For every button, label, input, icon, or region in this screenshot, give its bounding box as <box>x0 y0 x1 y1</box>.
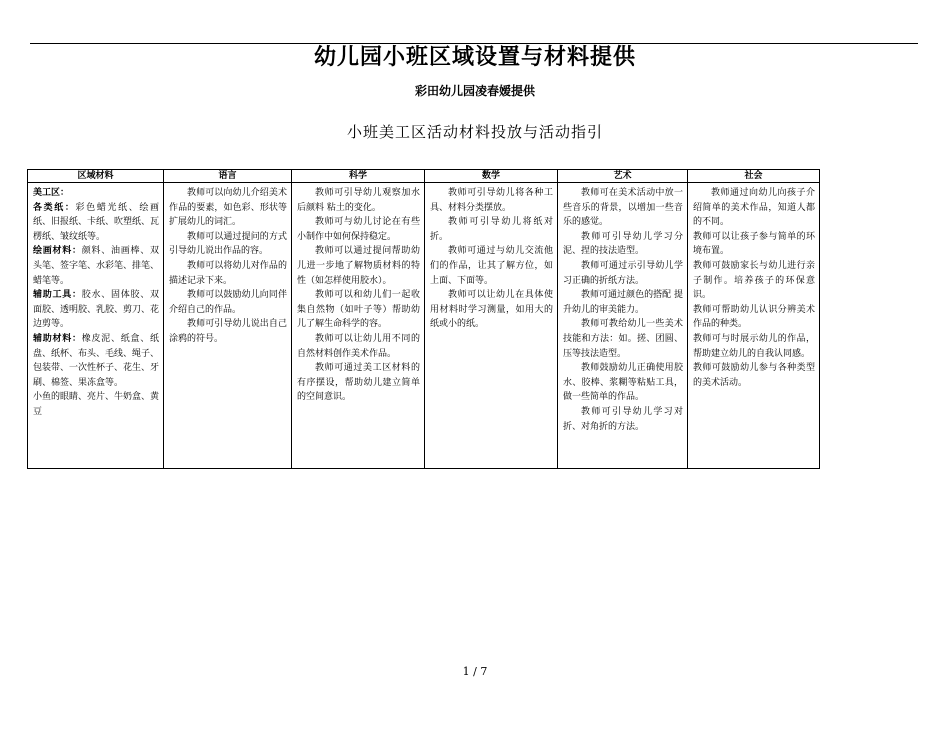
material-group-label: 各类纸： <box>33 202 76 213</box>
science-item: 教师可以和幼儿们一起收集自然物（如叶子等）帮助幼儿了解生命科学的容。 <box>297 290 420 330</box>
art-item: 教师可通过示引导幼儿学习正确的折纸方法。 <box>563 260 683 286</box>
material-group-text: 橡皮泥、纸盒、纸盘、纸杯、布头、毛线、绳子、包装带、一次性杯子、花生、牙刷、棉签、果冻盒等。 <box>33 333 160 388</box>
social-item: 教师可鼓励家长与幼儿进行亲子制作。培养孩子的环保意识。 <box>693 260 815 301</box>
language-item: 教师可以将幼儿对作品的描述记录下来。 <box>169 260 287 286</box>
social-item: 教师通过向幼儿向孩子介绍简单的美术作品，知道人都的不同。 <box>693 188 815 228</box>
material-group-label: 绘画材料： <box>33 246 82 257</box>
social-item: 教师可与时展示幼儿的作品，帮助建立幼儿的自我认同感。 <box>693 333 815 359</box>
column-header-materials: 区域材料 <box>28 170 164 183</box>
document-author: 彩田幼儿园凌春嫒提供 <box>414 84 535 98</box>
column-header-language: 语言 <box>164 170 292 183</box>
activity-table <box>27 169 820 469</box>
social-item: 教师可鼓励幼儿参与各种类型的美术活动。 <box>693 363 815 388</box>
document-subtitle: 小班美工区活动材料投放与活动指引 <box>346 123 603 141</box>
zone-label: 美工区： <box>33 188 70 198</box>
column-header-math: 数学 <box>425 170 558 183</box>
science-cell <box>292 183 425 469</box>
art-item: 教师可通过颜色的搭配 提升幼儿的审美能力。 <box>563 290 683 315</box>
material-group <box>33 244 159 288</box>
math-item: 教师可以让幼儿在具体使用材料时学习测量，如用大的纸或小的纸。 <box>430 290 553 330</box>
science-item: 教师可以通过提问帮助幼儿进一步地了解物质材料的特性（如怎样使用胶水）。 <box>297 246 420 286</box>
document-title: 幼儿园小班区域设置与材料提供 <box>313 44 636 70</box>
math-item: 教师可引导幼儿将各种工具、材料分类摆放。 <box>430 188 553 213</box>
science-item: 教师可与幼儿讨论在有些小制作中如何保持稳定。 <box>297 217 420 242</box>
math-cell <box>425 183 558 469</box>
art-item: 教师可引导幼儿学习对折、对角折的方法。 <box>563 406 683 432</box>
column-header-art: 艺术 <box>558 170 688 183</box>
art-item: 教师可引导幼儿学习分泥、捏的技法造型。 <box>563 231 683 257</box>
art-item: 教师可教给幼儿一些美术技能和方法：如。搓、团圆、压等技法造型。 <box>563 319 683 359</box>
language-item: 教师可以鼓励幼儿向同伴介绍自己的作品。 <box>169 290 287 315</box>
material-group <box>33 332 159 390</box>
language-cell <box>164 183 292 469</box>
science-item: 教师可引导幼儿观察加水后颜料 粘土的变化。 <box>297 188 420 213</box>
language-item: 教师可以通过提问的方式引导幼儿说出作品的容。 <box>169 231 287 257</box>
material-group-label: 辅助工具： <box>33 290 82 301</box>
material-group <box>33 201 159 245</box>
math-item: 教师可引导幼儿将纸对折。 <box>430 217 553 242</box>
language-item: 教师可以向幼儿介绍美术作品的要素，如色彩、形状等 扩展幼儿的词汇。 <box>169 188 287 228</box>
language-item: 教师可引导幼儿说出自己涂鸦的符号。 <box>169 319 287 344</box>
material-group-text: 彩色蜡光纸、绘画纸、旧报纸、卡纸、吹塑纸、瓦楞纸、皱纹纸等。 <box>33 202 160 242</box>
material-group-text: 胶水、固体胶、双面胶、透明胶、乳胶、剪刀、花边剪等。 <box>33 290 160 330</box>
science-item: 教师可以让幼儿用不同的自然材料创作美术作品。 <box>297 333 420 359</box>
table-header-row <box>28 170 820 183</box>
social-item: 教师可帮助幼儿认识分辨美术作品的种类。 <box>693 304 815 330</box>
social-item: 教师可以让孩子参与简单的环境布置。 <box>693 231 815 257</box>
materials-cell <box>28 183 164 469</box>
art-item: 教师可在美术活动中放一些音乐的背景，以增加一些音乐的感觉。 <box>563 188 683 228</box>
table-row <box>28 183 820 469</box>
column-header-social: 社会 <box>688 170 820 183</box>
art-cell <box>558 183 688 469</box>
material-extra: 小鱼的眼睛、亮片、牛奶盒、黄豆 <box>33 392 160 417</box>
material-group <box>33 288 159 332</box>
material-group-text: 颜料、油画棒、双头笔、签字笔、水彩笔、排笔、蜡笔等。 <box>33 246 160 286</box>
math-item: 教师可通过与幼儿交流他们的作品，让其了解方位，如上面、下面等。 <box>430 246 553 286</box>
science-item: 教师可通过美工区材料的有序摆设，帮助幼儿建立简单的空间意识。 <box>297 363 420 403</box>
column-header-science: 科学 <box>292 170 425 183</box>
page-indicator: 1 / 7 <box>462 665 488 678</box>
social-cell <box>688 183 820 469</box>
material-group-label: 辅助材料： <box>33 333 82 344</box>
art-item: 教师鼓励幼儿正确使用胶水、胶棒、浆糊等粘贴工具，做一些简单的作品。 <box>563 363 683 403</box>
